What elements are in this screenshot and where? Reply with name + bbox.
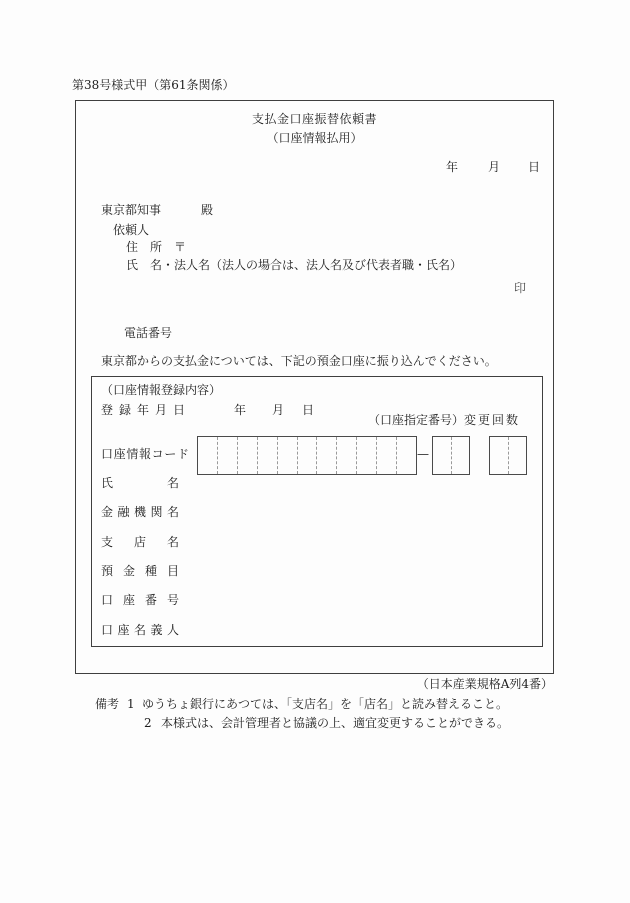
outer-box — [75, 100, 554, 674]
code-cell — [218, 437, 238, 474]
jis-note: （日本産業規格A列4番） — [416, 677, 553, 691]
remark-number: 1 — [127, 697, 135, 711]
form-title: 支払金口座振替依頼書 — [251, 112, 377, 126]
requester-label: 依頼人 — [113, 223, 150, 237]
account-field-label: 支店名 — [101, 534, 179, 549]
remarks-label: 備考 — [95, 697, 120, 711]
account-info-box — [91, 376, 543, 647]
date-month-label: 月 — [488, 160, 501, 174]
name-label: 氏 名・法人名（法人の場合は、法人名及び代表者職・氏名） — [126, 258, 463, 272]
date-line — [76, 160, 553, 176]
code-cell — [198, 437, 218, 474]
registration-date-label: 登録年月日 — [101, 403, 185, 417]
date-year-label: 年 — [446, 160, 459, 174]
code-cell — [490, 437, 509, 474]
seal-mark: 印 — [514, 281, 527, 295]
account-field-label: 口座番号 — [101, 593, 179, 608]
phone-label: 電話番号 — [124, 326, 173, 340]
remark-text: 本様式は、会計管理者と協議の上、適宜変更することができる。 — [161, 716, 510, 730]
form-number: 第38号様式甲（第61条関係） — [72, 78, 235, 92]
code-cell — [452, 437, 470, 474]
addressee-honorific: 殿 — [201, 203, 214, 217]
code-cell — [337, 437, 357, 474]
code-cell — [298, 437, 318, 474]
code-cell — [433, 437, 452, 474]
account-field-label: 金融機関名 — [101, 505, 179, 520]
account-field-label: 口座名義人 — [101, 622, 179, 637]
address-label: 住 所 〒 — [126, 240, 187, 254]
payment-instruction: 東京都からの支払金については、下記の預金口座に振り込んでください。 — [101, 354, 497, 368]
account-number-label: （口座指定番号） — [368, 413, 465, 427]
code-cell — [509, 437, 527, 474]
account-field-label: 預金種目 — [101, 563, 179, 578]
addressee: 東京都知事 — [101, 203, 162, 217]
account-fields — [101, 476, 179, 637]
remark-number: 2 — [144, 716, 152, 730]
account-code-cells — [197, 436, 417, 475]
code-dash: — — [417, 447, 429, 461]
registration-month-label: 月 — [272, 403, 285, 417]
change-count-label: 変更回数 — [464, 413, 521, 427]
code-cell — [377, 437, 397, 474]
registration-day-label: 日 — [302, 403, 315, 417]
code-cell — [238, 437, 258, 474]
code-cell — [317, 437, 337, 474]
code-cell — [258, 437, 278, 474]
code-cell — [278, 437, 298, 474]
account-section-title: （口座情報登録内容） — [101, 383, 222, 397]
date-day-label: 日 — [528, 160, 541, 174]
account-code-label: 口座情報コード — [101, 447, 189, 461]
account-field-label: 氏名 — [101, 476, 179, 490]
remark-text: ゆうちょ銀行にあつては、「支店名」を「店名」と読み替えること。 — [142, 697, 509, 711]
form-subtitle: （口座情報払用） — [266, 131, 363, 145]
registration-year-label: 年 — [234, 403, 247, 417]
code-cell — [357, 437, 377, 474]
account-code-sub-cells — [432, 436, 470, 475]
change-count-cells — [489, 436, 527, 475]
